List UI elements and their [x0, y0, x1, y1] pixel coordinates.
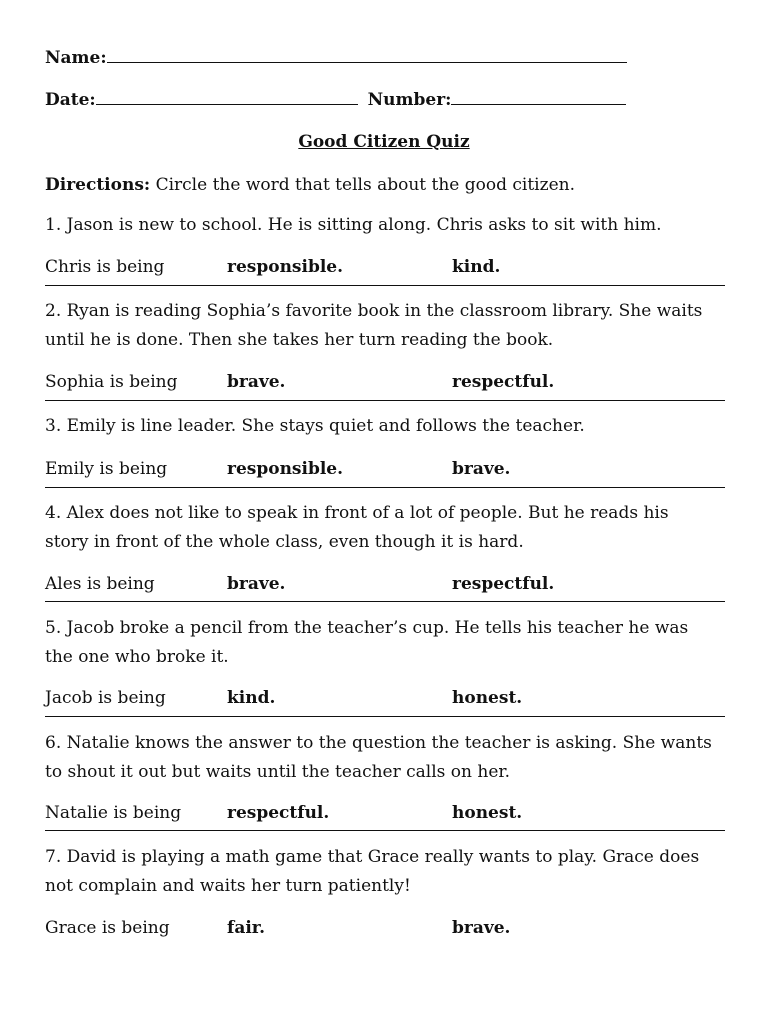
- question-3-text: 3. Emily is line leader. She stays quiet and follows the teacher.: [45, 416, 585, 436]
- directions-label: Directions:: [45, 175, 151, 195]
- question-4-option-b[interactable]: respectful.: [452, 574, 555, 594]
- question-3-option-b[interactable]: brave.: [452, 459, 511, 479]
- question-6-answer-row: [45, 803, 523, 823]
- directions-text: Circle the word that tells about the good citizen.: [150, 175, 575, 195]
- question-5-text: 5. Jacob broke a pencil from the teacher’s cup. He tells his teacher he was the one who broke it.: [45, 618, 689, 667]
- question-5-answer-row: [45, 688, 523, 708]
- directions: [45, 175, 575, 195]
- question-2-text: 2. Ryan is reading Sophia’s favorite book in the classroom library. She waits until he is done. Then she takes her turn reading the book.: [45, 301, 703, 350]
- question-2-answer-row: [45, 372, 555, 392]
- question-6-text: 6. Natalie knows the answer to the question the teacher is asking. She wants to shout it out but waits until the teacher calls on her.: [45, 733, 712, 782]
- question-3-prompt: Emily is being: [45, 459, 168, 479]
- name-label: Name:: [45, 48, 107, 68]
- number-label: Number:: [367, 90, 452, 110]
- page-title: Good Citizen Quiz: [298, 132, 470, 152]
- question-2-divider: [45, 400, 725, 401]
- question-1-divider: [45, 285, 725, 286]
- question-7-prompt: Grace is being: [45, 918, 170, 938]
- question-1-option-b[interactable]: kind.: [452, 257, 501, 277]
- question-3-answer-row: [45, 459, 511, 479]
- question-6-divider: [45, 830, 725, 831]
- date-field[interactable]: [45, 90, 626, 110]
- question-4-prompt: Ales is being: [45, 574, 155, 594]
- question-7-option-a[interactable]: fair.: [227, 918, 266, 938]
- question-4-text: 4. Alex does not like to speak in front of a lot of people. But he reads his story in front of the whole class, even though it is hard.: [45, 503, 669, 552]
- question-1-text: 1. Jason is new to school. He is sitting along. Chris asks to sit with him.: [45, 215, 662, 235]
- question-4-option-a[interactable]: brave.: [227, 574, 286, 594]
- date-blank-line[interactable]: [96, 103, 358, 105]
- question-7-option-b[interactable]: brave.: [452, 918, 511, 938]
- question-3-option-a[interactable]: responsible.: [227, 459, 344, 479]
- question-4-divider: [45, 601, 725, 602]
- question-5-option-b[interactable]: honest.: [452, 688, 523, 708]
- date-label: Date:: [45, 90, 96, 110]
- question-5-prompt: Jacob is being: [45, 688, 166, 708]
- question-7-answer-row: [45, 918, 511, 938]
- name-field[interactable]: [45, 48, 627, 68]
- question-5-option-a[interactable]: kind.: [227, 688, 276, 708]
- question-1-option-a[interactable]: responsible.: [227, 257, 344, 277]
- question-1-prompt: Chris is being: [45, 257, 165, 277]
- question-7-text: 7. David is playing a math game that Grace really wants to play. Grace does not complain and waits her turn patiently!: [45, 847, 700, 896]
- question-2-prompt: Sophia is being: [45, 372, 178, 392]
- question-6-option-a[interactable]: respectful.: [227, 803, 330, 823]
- question-5-divider: [45, 716, 725, 717]
- question-6-prompt: Natalie is being: [45, 803, 182, 823]
- question-1-answer-row: [45, 257, 501, 277]
- question-3-divider: [45, 487, 725, 488]
- number-blank-line[interactable]: [451, 103, 626, 105]
- question-6-option-b[interactable]: honest.: [452, 803, 523, 823]
- name-blank-line[interactable]: [107, 61, 627, 63]
- question-4-answer-row: [45, 574, 555, 594]
- question-2-option-b[interactable]: respectful.: [452, 372, 555, 392]
- question-2-option-a[interactable]: brave.: [227, 372, 286, 392]
